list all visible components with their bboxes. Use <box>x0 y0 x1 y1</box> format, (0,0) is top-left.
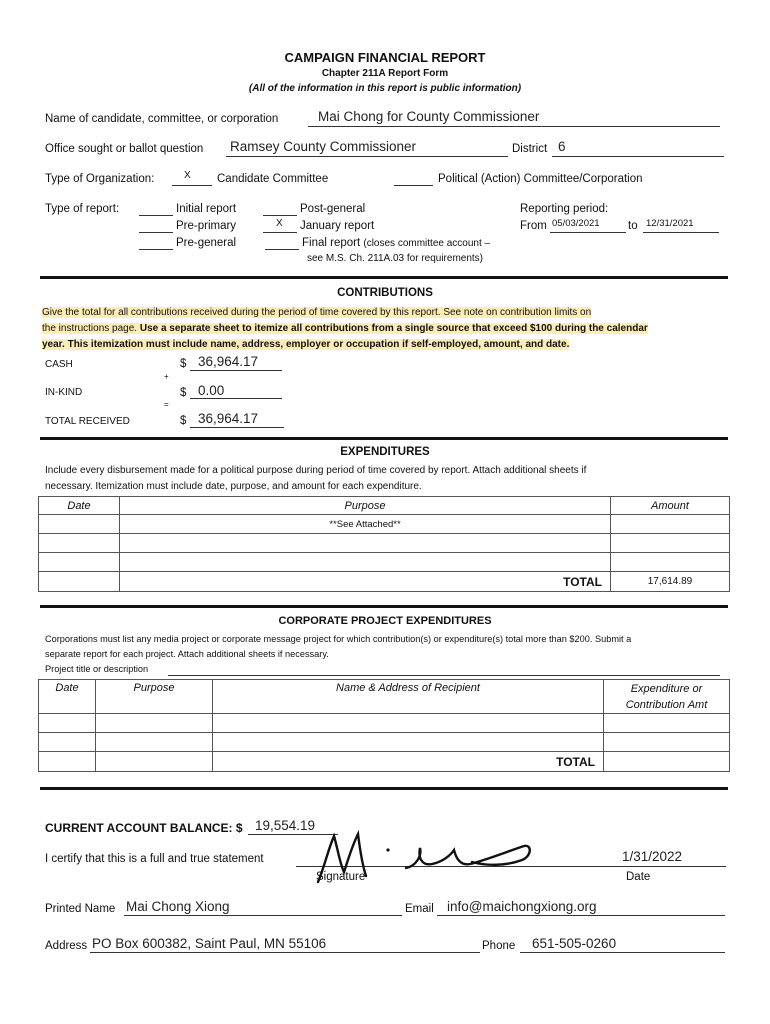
pregeneral-blank[interactable] <box>139 249 173 250</box>
preprimary-label: Pre-primary <box>176 220 237 232</box>
from-label: From <box>520 220 547 232</box>
district-line <box>552 156 724 157</box>
expenditures-heading: EXPENDITURES <box>340 446 430 458</box>
exp-total-label: TOTAL <box>120 572 611 592</box>
district-field[interactable]: 6 <box>558 139 566 154</box>
exp-amount-cell[interactable] <box>611 534 730 553</box>
exp-total-field[interactable]: 17,614.89 <box>611 572 730 592</box>
table-row <box>39 534 730 553</box>
office-field[interactable]: Ramsey County Commissioner <box>230 139 417 154</box>
corp-total-label: TOTAL <box>213 752 604 772</box>
office-line <box>226 156 508 157</box>
signature-label: Signature <box>316 871 366 883</box>
public-info-note: (All of the information in this report is public information) <box>248 83 522 94</box>
final-blank[interactable] <box>265 249 299 250</box>
political-committee-label: Political (Action) Committee/Corporation <box>438 173 643 185</box>
report-type-label: Type of report: <box>45 203 120 215</box>
cash-line <box>190 370 282 371</box>
to-line <box>643 232 719 233</box>
form-subtitle: Chapter 211A Report Form <box>321 68 449 79</box>
expenditures-instr-line2: necessary. Itemization must include date, purpose, and amount for each expenditure. <box>45 481 422 492</box>
corp-purpose-cell[interactable] <box>96 714 213 733</box>
date-field[interactable]: 1/31/2022 <box>622 849 683 864</box>
project-title-label: Project title or description <box>45 664 149 674</box>
exp-col-purpose: Purpose <box>120 497 611 515</box>
corp-col-amount-1: Expenditure or <box>630 682 703 695</box>
balance-label: CURRENT ACCOUNT BALANCE: $ <box>45 821 243 835</box>
exp-col-amount: Amount <box>611 497 730 515</box>
corp-purpose-cell <box>96 752 213 772</box>
corp-amount-cell[interactable] <box>604 714 730 733</box>
final-report-text: Final report <box>302 237 361 249</box>
corporate-instructions <box>45 632 631 662</box>
candidate-committee-mark[interactable]: X <box>184 170 191 181</box>
exp-amount-cell[interactable] <box>611 553 730 572</box>
footer-divider <box>40 787 728 790</box>
january-mark[interactable]: X <box>276 218 283 229</box>
address-field[interactable]: PO Box 600382, Saint Paul, MN 55106 <box>92 936 327 951</box>
district-label: District <box>512 143 548 155</box>
project-title-field[interactable] <box>168 675 720 676</box>
exp-purpose-cell[interactable]: **See Attached** <box>120 515 611 534</box>
contributions-divider <box>40 276 728 279</box>
preprimary-blank[interactable] <box>139 232 173 233</box>
expenditures-divider <box>40 437 728 440</box>
postgeneral-blank[interactable] <box>263 215 297 216</box>
email-line <box>437 915 725 916</box>
january-blank <box>263 232 297 233</box>
inkind-label: IN-KIND <box>45 387 83 398</box>
expenditures-table <box>38 496 730 592</box>
contributions-instr-line1: Give the total for all contributions received during the period of time covered by this report. See note on contribution limits on <box>42 307 592 318</box>
total-received-field[interactable]: 36,964.17 <box>198 411 259 426</box>
corp-col-date: Date <box>39 680 96 714</box>
plus-sign: + <box>164 372 169 381</box>
contributions-heading: CONTRIBUTIONS <box>337 287 433 299</box>
contributions-instr-line2b: Use a separate sheet to itemize all contributions from a single source that exceed $100 during the calendar <box>139 323 648 334</box>
printed-name-label: Printed Name <box>45 903 116 915</box>
date-label: Date <box>626 871 651 883</box>
expenditures-instr-line1: Include every disbursement made for a political purpose during period of time covered by report. Attach additional sheets if <box>45 465 587 476</box>
balance-field[interactable]: 19,554.19 <box>255 818 316 833</box>
certify-label: I certify that this is a full and true statement <box>45 853 264 865</box>
corporate-total-row <box>39 752 730 772</box>
phone-label: Phone <box>482 940 516 952</box>
table-row <box>39 515 730 534</box>
postgeneral-label: Post-general <box>300 203 366 215</box>
form-title: CAMPAIGN FINANCIAL REPORT <box>284 50 486 65</box>
corp-col-amount-2: Contribution Amt <box>625 698 708 711</box>
corporate-divider <box>40 605 728 608</box>
inkind-field[interactable]: 0.00 <box>198 383 225 398</box>
final-report-label <box>302 237 490 249</box>
corp-date-cell <box>39 752 96 772</box>
corp-date-cell[interactable] <box>39 714 96 733</box>
expenditures-total-row <box>39 572 730 592</box>
cash-dollar: $ <box>180 358 187 370</box>
corp-recipient-cell[interactable] <box>213 714 604 733</box>
table-row <box>39 553 730 572</box>
candidate-committee-label: Candidate Committee <box>217 173 329 185</box>
total-received-label: TOTAL RECEIVED <box>45 416 130 427</box>
cash-field[interactable]: 36,964.17 <box>198 354 259 369</box>
corp-col-recipient: Name & Address of Recipient <box>213 680 604 714</box>
cash-label: CASH <box>45 359 73 370</box>
email-label: Email <box>405 903 434 915</box>
exp-purpose-cell[interactable] <box>120 553 611 572</box>
corp-recipient-cell[interactable] <box>213 733 604 752</box>
email-field[interactable]: info@maichongxiong.org <box>447 899 597 914</box>
equals-sign: = <box>164 400 169 409</box>
from-line <box>550 232 626 233</box>
corp-amount-cell[interactable] <box>604 733 730 752</box>
initial-blank[interactable] <box>139 215 173 216</box>
january-label: January report <box>300 220 375 232</box>
corporate-instr-line2: separate report for each project. Attach additional sheets if necessary. <box>45 649 329 659</box>
expenditures-header-row <box>39 497 730 515</box>
candidate-committee-blank <box>172 185 212 186</box>
final-note-1: (closes committee account – <box>363 238 491 249</box>
corporate-header-row <box>39 680 730 714</box>
corp-date-cell[interactable] <box>39 733 96 752</box>
phone-line <box>520 952 725 953</box>
inkind-line <box>190 398 282 399</box>
table-row <box>39 714 730 733</box>
printed-name-field[interactable]: Mai Chong Xiong <box>126 899 230 914</box>
corporate-heading: CORPORATE PROJECT EXPENDITURES <box>278 615 492 627</box>
total-received-dollar: $ <box>180 415 187 427</box>
expenditures-instructions <box>45 463 586 495</box>
corp-purpose-cell[interactable] <box>96 733 213 752</box>
candidate-label: Name of candidate, committee, or corporation <box>45 113 279 125</box>
organization-label: Type of Organization: <box>45 173 155 185</box>
corp-col-amount <box>604 680 730 714</box>
contributions-instr-line2a: the instructions page. <box>42 323 140 334</box>
pregeneral-label: Pre-general <box>176 237 237 249</box>
office-label: Office sought or ballot question <box>45 143 204 155</box>
reporting-period-label: Reporting period: <box>520 203 609 215</box>
corp-col-purpose: Purpose <box>96 680 213 714</box>
corporate-instr-line1: Corporations must list any media project or corporate message project for which contribution(s) or expenditure(s) total more than $200. Submit a <box>45 634 632 644</box>
to-label: to <box>628 220 638 232</box>
table-row <box>39 733 730 752</box>
exp-purpose-cell[interactable] <box>120 534 611 553</box>
contributions-instructions <box>42 305 648 353</box>
candidate-field[interactable]: Mai Chong for County Commissioner <box>318 109 540 124</box>
exp-date-cell[interactable] <box>39 553 120 572</box>
initial-report-label: Initial report <box>176 203 237 215</box>
to-date-field[interactable]: 12/31/2021 <box>646 218 694 229</box>
phone-field[interactable]: 651-505-0260 <box>532 936 617 951</box>
printed-name-line <box>124 915 402 916</box>
candidate-line <box>308 126 720 127</box>
from-date-field[interactable]: 05/03/2021 <box>552 218 600 229</box>
corp-total-field[interactable] <box>604 752 730 772</box>
exp-date-cell[interactable] <box>39 534 120 553</box>
exp-col-date: Date <box>39 497 120 515</box>
exp-date-cell[interactable] <box>39 515 120 534</box>
inkind-dollar: $ <box>180 387 187 399</box>
exp-amount-cell[interactable] <box>611 515 730 534</box>
address-line <box>90 952 480 953</box>
corporate-table <box>38 679 730 772</box>
final-note-2: see M.S. Ch. 211A.03 for requirements) <box>307 253 484 264</box>
exp-date-cell <box>39 572 120 592</box>
address-label: Address <box>45 940 88 952</box>
contributions-instr-line3: year. This itemization must include name, address, employer or occupation if self-employed, amount, and date. <box>42 339 570 350</box>
total-received-line <box>190 427 284 428</box>
political-committee-blank[interactable] <box>394 185 433 186</box>
